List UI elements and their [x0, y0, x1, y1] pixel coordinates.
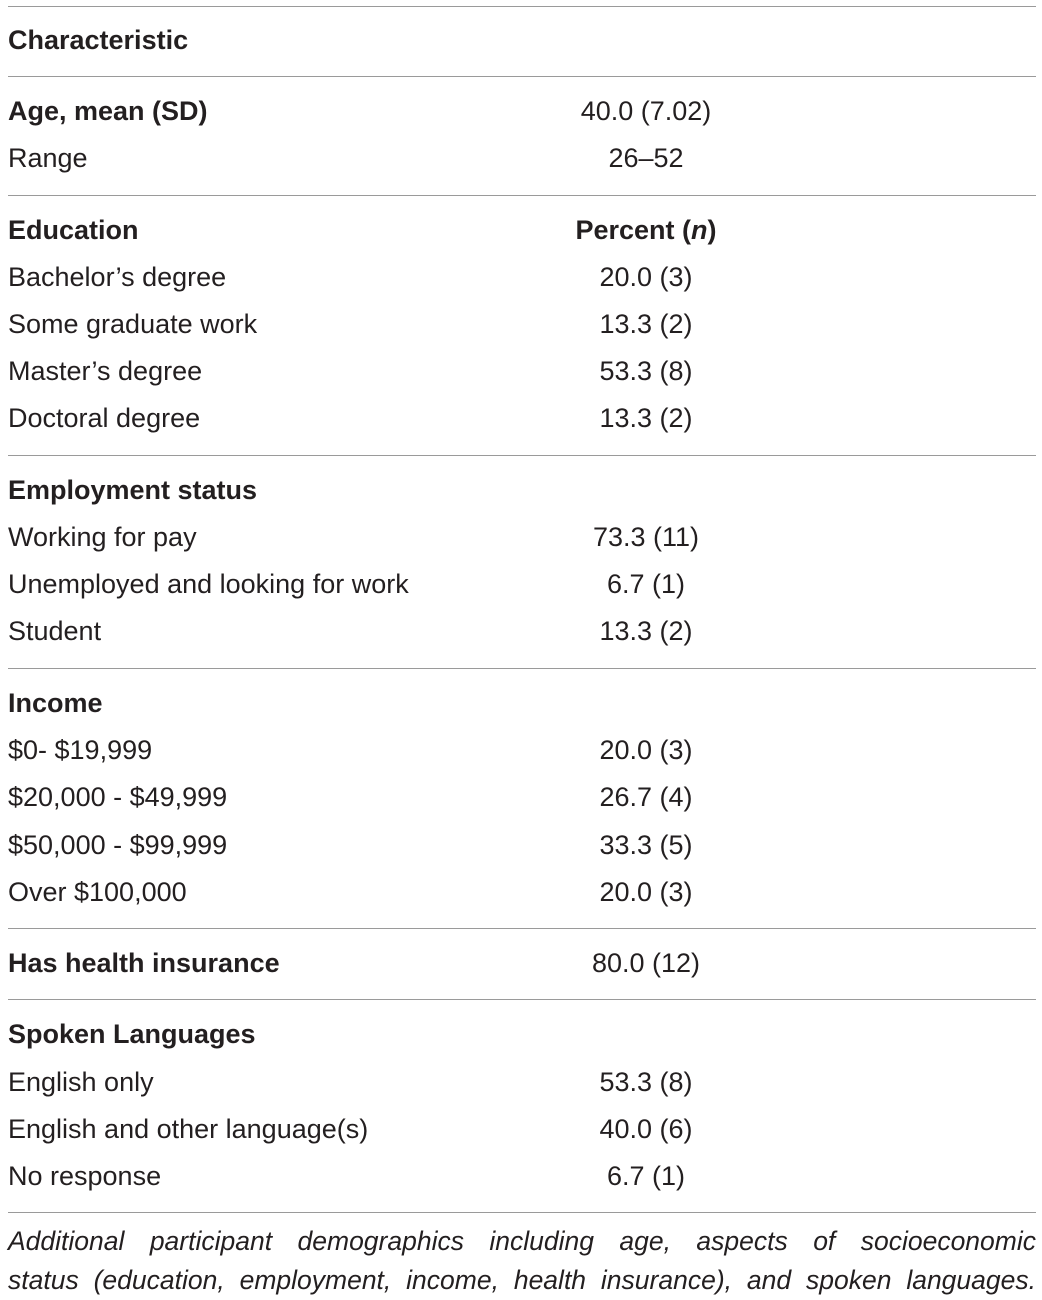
table-row	[8, 869, 1036, 916]
row-value: 20.0 (3)	[599, 735, 693, 765]
section-header-languages	[8, 1011, 1036, 1058]
section-header-income	[8, 680, 1036, 727]
table-row	[8, 254, 1036, 301]
row-label: Student	[8, 616, 102, 646]
table-row	[8, 608, 1036, 655]
percent-n-header: Percent (n)	[575, 215, 717, 245]
table-top-rule	[8, 6, 1036, 7]
table-row	[8, 774, 1036, 821]
table-row	[8, 1106, 1036, 1153]
table-row	[8, 561, 1036, 608]
section-label: Income	[8, 688, 103, 718]
table-row	[8, 348, 1036, 395]
row-value: 53.3 (8)	[599, 1067, 693, 1097]
row-value: 40.0 (6)	[599, 1114, 693, 1144]
row-label: English and other language(s)	[8, 1114, 369, 1144]
row-label: Over $100,000	[8, 877, 187, 907]
row-value: 20.0 (3)	[599, 262, 693, 292]
section-header-age	[8, 88, 1036, 135]
row-label: English only	[8, 1067, 154, 1097]
row-label: Range	[8, 143, 88, 173]
caption-line-1: Additional participant demographics including age, aspects of socioeconomic	[8, 1226, 1036, 1256]
row-value: 26.7 (4)	[599, 782, 693, 812]
row-label: Master’s degree	[8, 356, 203, 386]
section-header-education	[8, 207, 1036, 254]
row-value: 73.3 (11)	[592, 522, 700, 552]
row-value: 20.0 (3)	[599, 877, 693, 907]
section-rule	[8, 455, 1036, 456]
row-value: 53.3 (8)	[599, 356, 693, 386]
section-label: Employment status	[8, 475, 258, 505]
table-row	[8, 135, 1036, 182]
row-value: 6.7 (1)	[606, 1161, 686, 1191]
section-header-health-insurance	[8, 940, 1036, 987]
section-header-employment	[8, 467, 1036, 514]
table-header-row	[8, 17, 1036, 64]
row-value: 13.3 (2)	[599, 403, 693, 433]
section-value: 40.0 (7.02)	[580, 96, 712, 126]
table-row	[8, 301, 1036, 348]
section-rule	[8, 668, 1036, 669]
table-row	[8, 727, 1036, 774]
row-value: 13.3 (2)	[599, 616, 693, 646]
row-label: $0- $19,999	[8, 735, 153, 765]
table-row	[8, 1153, 1036, 1200]
table-row	[8, 822, 1036, 869]
table-row	[8, 1059, 1036, 1106]
row-label: Unemployed and looking for work	[8, 569, 409, 599]
section-rule	[8, 76, 1036, 77]
row-label: No response	[8, 1161, 162, 1191]
section-label: Education	[8, 215, 139, 245]
table-caption	[8, 1222, 1036, 1300]
section-label: Age, mean (SD)	[8, 96, 208, 126]
section-label: Spoken Languages	[8, 1019, 256, 1049]
row-value: 6.7 (1)	[606, 569, 686, 599]
table-row	[8, 395, 1036, 442]
row-label: Doctoral degree	[8, 403, 201, 433]
row-value: 33.3 (5)	[599, 830, 693, 860]
caption-line-2: status (education, employment, income, health insurance), and spoken languages.	[8, 1265, 1036, 1295]
row-label: Some graduate work	[8, 309, 258, 339]
section-rule	[8, 999, 1036, 1000]
section-rule	[8, 928, 1036, 929]
row-label: $50,000 - $99,999	[8, 830, 228, 860]
section-value: 80.0 (12)	[591, 948, 701, 978]
section-rule	[8, 195, 1036, 196]
row-label: Bachelor’s degree	[8, 262, 227, 292]
header-characteristic: Characteristic	[8, 25, 189, 55]
row-label: $20,000 - $49,999	[8, 782, 228, 812]
section-label: Has health insurance	[8, 948, 280, 978]
row-value: 13.3 (2)	[599, 309, 693, 339]
table-row	[8, 514, 1036, 561]
row-value: 26–52	[608, 143, 684, 173]
table-bottom-rule	[8, 1212, 1036, 1213]
row-label: Working for pay	[8, 522, 197, 552]
